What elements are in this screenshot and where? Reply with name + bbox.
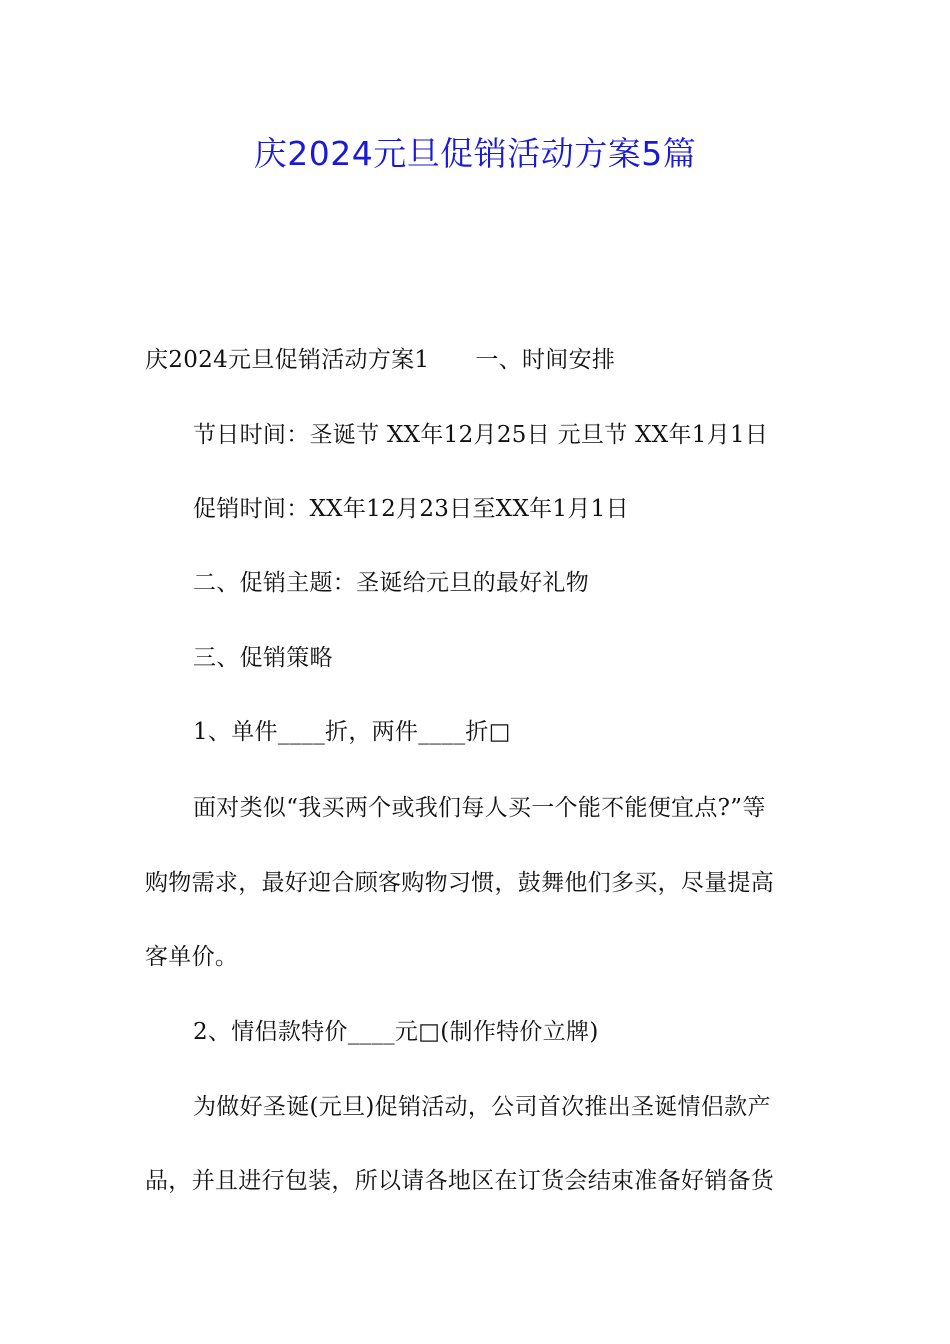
paragraph-1-line-3: 客单价。 (145, 944, 239, 970)
paragraph-2-line-1: 为做好圣诞(元旦)促销活动，公司首次推出圣诞情侣款产 (193, 1094, 771, 1120)
promotion-theme-heading: 二、促销主题：圣诞给元旦的最好礼物 (193, 570, 590, 596)
strategy-item-2: 2、情侣款特价____元□(制作特价立牌) (193, 1019, 599, 1045)
section-heading: 庆2024元旦促销活动方案1 (145, 347, 430, 373)
promotion-strategy-heading: 三、促销策略 (193, 645, 333, 671)
heading-time-schedule: 一、时间安排 (475, 347, 616, 373)
section-heading-line (145, 345, 615, 375)
paragraph-1-line-1: 面对类似“我买两个或我们每人买一个能不能便宜点?”等 (193, 795, 766, 821)
promotion-dates-line: 促销时间：XX年12月23日至XX年1月1日 (193, 496, 629, 522)
document-title: 庆2024元旦促销活动方案5篇 (253, 134, 697, 173)
paragraph-1-line-2: 购物需求，最好迎合顾客购物习惯，鼓舞他们多买，尽量提高 (145, 870, 775, 896)
holiday-dates-line: 节日时间：圣诞节 XX年12月25日 元旦节 XX年1月1日 (193, 422, 769, 448)
strategy-item-1: 1、单件____折，两件____折□ (193, 719, 511, 745)
paragraph-2-line-2: 品，并且进行包装，所以请各地区在订货会结束准备好销备货 (145, 1168, 775, 1194)
